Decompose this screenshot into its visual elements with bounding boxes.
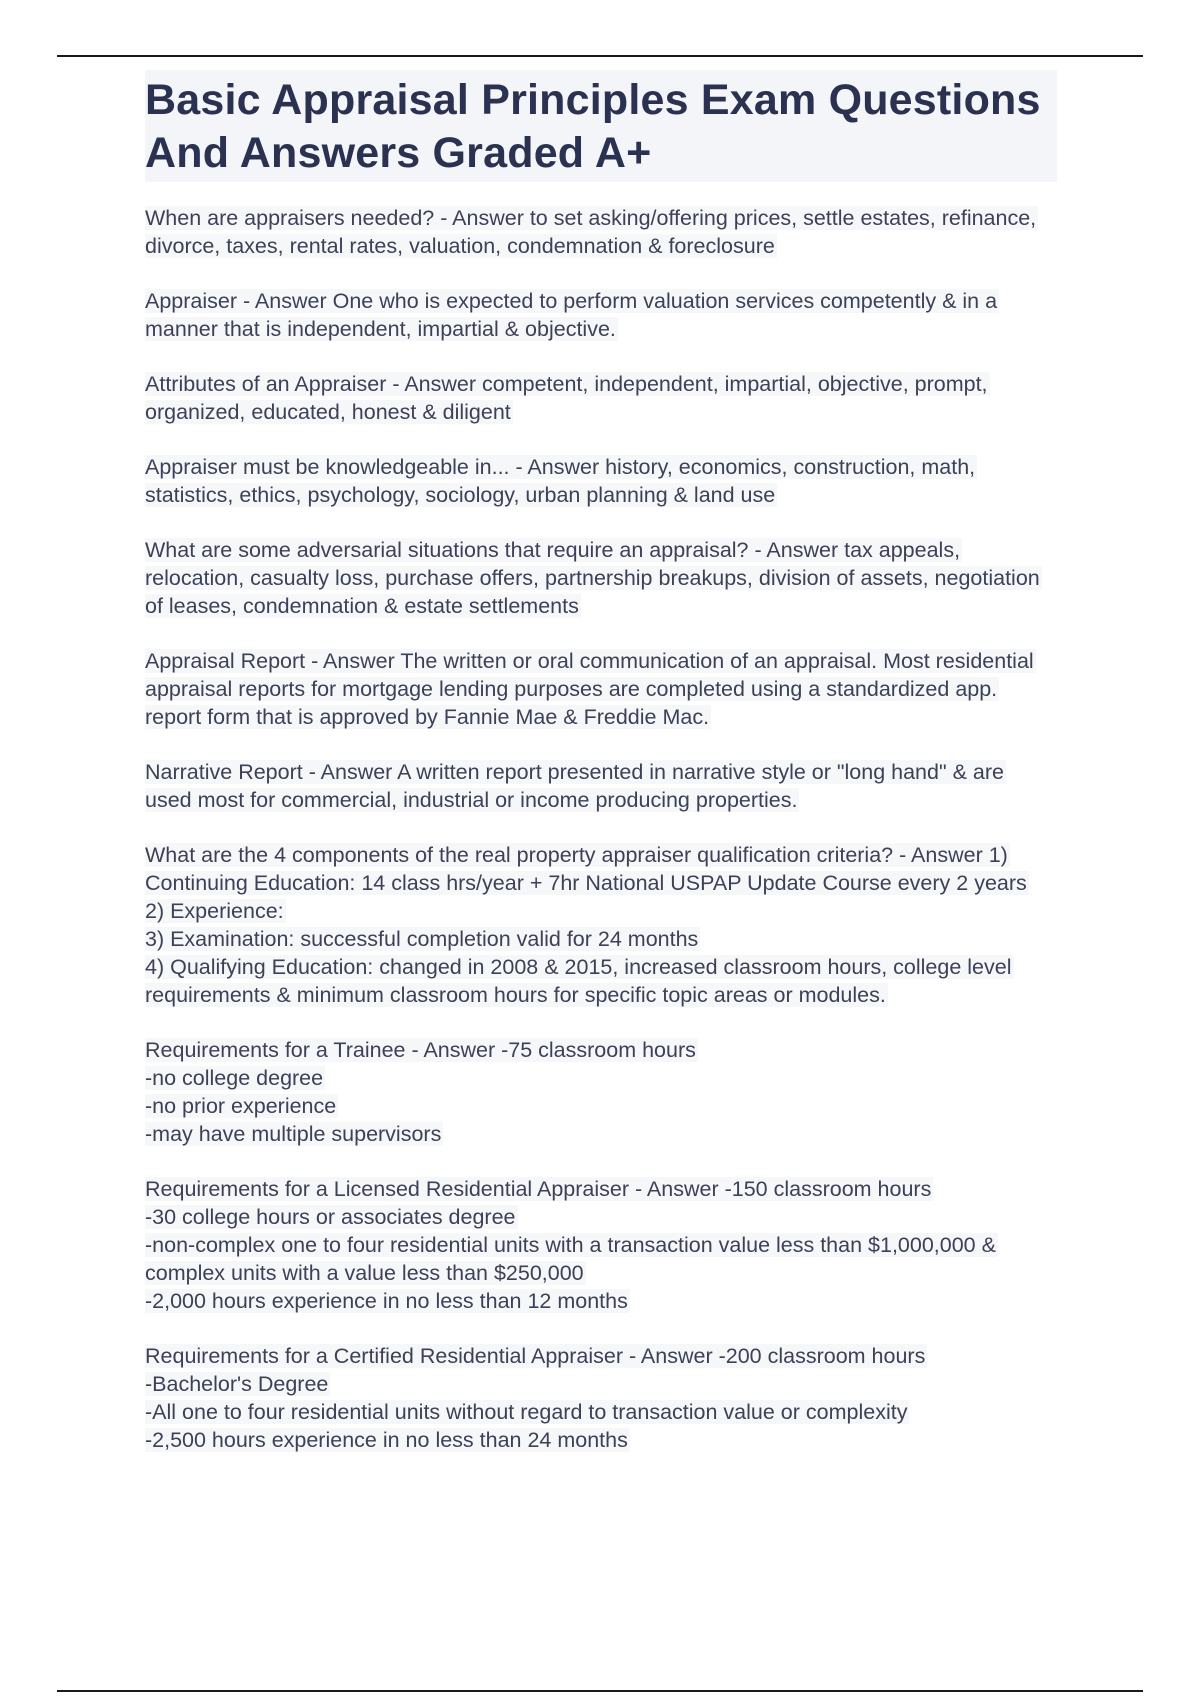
qa-text: Attributes of an Appraiser - Answer competent, independent, impartial, objective, prompt, organized, educated, honest & diligent [145, 372, 988, 424]
qa-text: Appraiser must be knowledgeable in... - Answer history, economics, construction, math, statistics, ethics, psychology, sociology, urban planning & land use [145, 455, 976, 507]
qa-text: Requirements for a Certified Residential Appraiser - Answer -200 classroom hours -Bachelor's Degree -All one to four residential units without regard to transaction value or complexity -2,500 hours experience in no less than 24 months [145, 1344, 926, 1452]
qa-item-appraisal-report [145, 647, 1053, 731]
qa-item-knowledgeable [145, 453, 1053, 509]
qa-item-licensed-residential [145, 1175, 1053, 1315]
qa-item-narrative-report [145, 758, 1053, 814]
top-rule [57, 55, 1143, 57]
document-title: Basic Appraisal Principles Exam Questions And Answers Graded A+ [145, 76, 1041, 177]
qa-item-trainee [145, 1036, 1053, 1148]
title-box [145, 70, 1057, 182]
qa-item-certified-residential [145, 1342, 1053, 1454]
qa-text: Requirements for a Licensed Residential Appraiser - Answer -150 classroom hours -30 college hours or associates degree -non-complex one to four residential units with a transaction value less than $1,000,000 & complex units with a value less than $250,000 -2,000 hours experience in no less than 12 months [145, 1177, 996, 1313]
qa-item-adversarial [145, 536, 1053, 620]
qa-item-appraiser [145, 287, 1053, 343]
qa-text: Requirements for a Trainee - Answer -75 classroom hours -no college degree -no prior experience -may have multiple supervisors [145, 1038, 696, 1146]
qa-text: What are some adversarial situations that require an appraisal? - Answer tax appeals, relocation, casualty loss, purchase offers, partnership breakups, division of assets, negotiation of leases, condemnation & estate settlements [145, 538, 1040, 618]
qa-text: What are the 4 components of the real property appraiser qualification criteria? - Answer 1) Continuing Education: 14 class hrs/year + 7hr National USPAP Update Course every 2 years 2) Experience: 3) Examination: successful completion valid for 24 months 4) Qualifying Education: changed in 2008 & 2015, increased classroom hours, college level requirements & minimum classroom hours for specific topic areas or modules. [145, 843, 1027, 1007]
document-content [145, 70, 1053, 1481]
qa-item-appraisers-needed [145, 204, 1053, 260]
qa-text: Appraisal Report - Answer The written or oral communication of an appraisal. Most residential appraisal reports for mortgage lending purposes are completed using a standardized app. report form that is approved by Fannie Mae & Freddie Mac. [145, 649, 1034, 729]
qa-text: Narrative Report - Answer A written report presented in narrative style or "long hand" & are used most for commercial, industrial or income producing properties. [145, 760, 1004, 812]
qa-text: Appraiser - Answer One who is expected to perform valuation services competently & in a manner that is independent, impartial & objective. [145, 289, 998, 341]
qa-text: When are appraisers needed? - Answer to set asking/offering prices, settle estates, refinance, divorce, taxes, rental rates, valuation, condemnation & foreclosure [145, 206, 1037, 258]
qa-item-attributes [145, 370, 1053, 426]
qa-item-qualification-criteria [145, 841, 1053, 1009]
bottom-rule [57, 1690, 1143, 1692]
